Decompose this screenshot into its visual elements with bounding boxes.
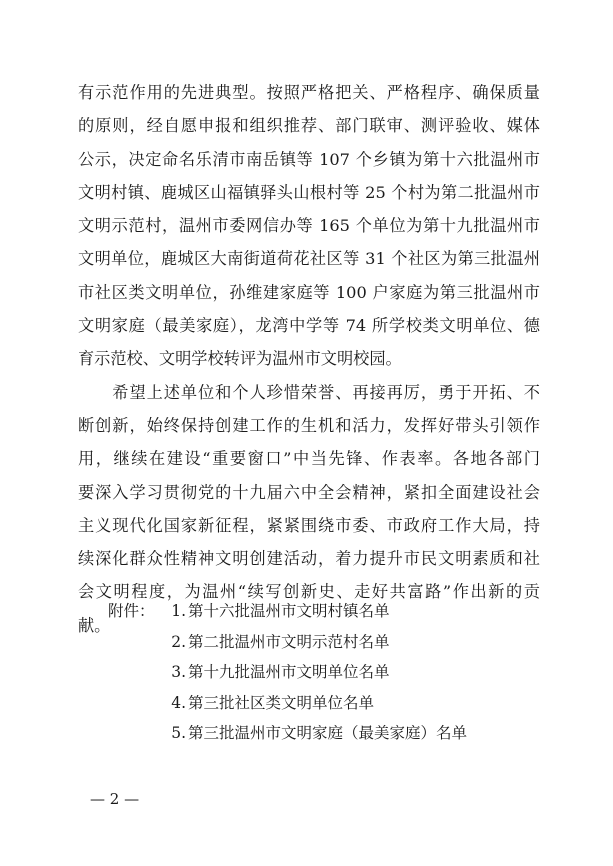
text-line: 文明村镇、鹿城区山福镇驿头山根村等 25 个村为第二批温州市 [78,182,540,202]
text-line: 文明示范村，温州市委网信办等 165 个单位为第十九批温州市 [78,216,540,236]
paragraph-commendation [78,76,540,376]
attachment-number: 3. [171,663,186,681]
text-line: 文明单位，鹿城区大南街道荷花社区等 31 个社区为第三批温州 [78,249,540,269]
attachments-list [108,596,467,749]
attachment-item [108,688,467,719]
attachment-item [108,596,467,627]
attachment-title: 第十六批温州市文明村镇名单 [188,602,390,620]
text-line: 断创新，始终保持创建工作的生机和活力，发挥好带头引领作 [78,415,540,435]
text-line: 献。 [78,615,111,635]
text-line: 主义现代化国家新征程，紧紧围绕市委、市政府工作大局，持 [78,515,540,535]
attachment-number: 5. [171,724,186,742]
text-line: 续深化群众性精神文明创建活动，着力提升市民文明素质和社 [78,549,540,569]
attachment-item [108,657,467,688]
text-line: 用，继续在建设“重要窗口”中当先锋、作表率。各地各部门 [78,449,540,469]
attachment-number: 2. [171,632,186,651]
attachment-item [108,718,467,749]
text-line: 希望上述单位和个人珍惜荣誉、再接再厉，勇于开拓、不 [78,382,540,402]
text-line: 市社区类文明单位，孙维建家庭等 100 户家庭为第三批温州市 [78,282,540,302]
attachment-title: 第十九批温州市文明单位名单 [188,663,390,681]
attachment-title: 第三批社区类文明单位名单 [188,693,375,712]
text-line: 育示范校、文明学校转评为温州市文明校园。 [78,349,402,369]
attachments-label: 附件： [108,602,155,620]
text-line: 的原则，经自愿申报和组织推荐、部门联审、测评验收、媒体 [78,116,540,136]
attachment-title: 第三批温州市文明家庭（最美家庭）名单 [188,724,468,742]
text-line: 会文明程度，为温州“续写创新史、走好共富路”作出新的贡 [78,582,540,602]
body-text [78,76,540,642]
text-line: 文明家庭（最美家庭），龙湾中学等 74 所学校类文明单位、德 [78,316,540,336]
text-line: 有示范作用的先进典型。按照严格把关、严格程序、确保质量 [78,83,540,102]
attachment-number: 4. [171,693,186,712]
text-line: 公示，决定命名乐清市南岳镇等 107 个乡镇为第十六批温州市 [78,149,540,169]
attachment-number: 1. [171,602,186,620]
text-line: 要深入学习贯彻党的十九届六中全会精神，紧扣全面建设社会 [78,482,540,502]
attachment-item [108,627,467,658]
page-number: — 2 — [90,790,140,808]
attachment-title: 第二批温州市文明示范村名单 [188,632,390,651]
